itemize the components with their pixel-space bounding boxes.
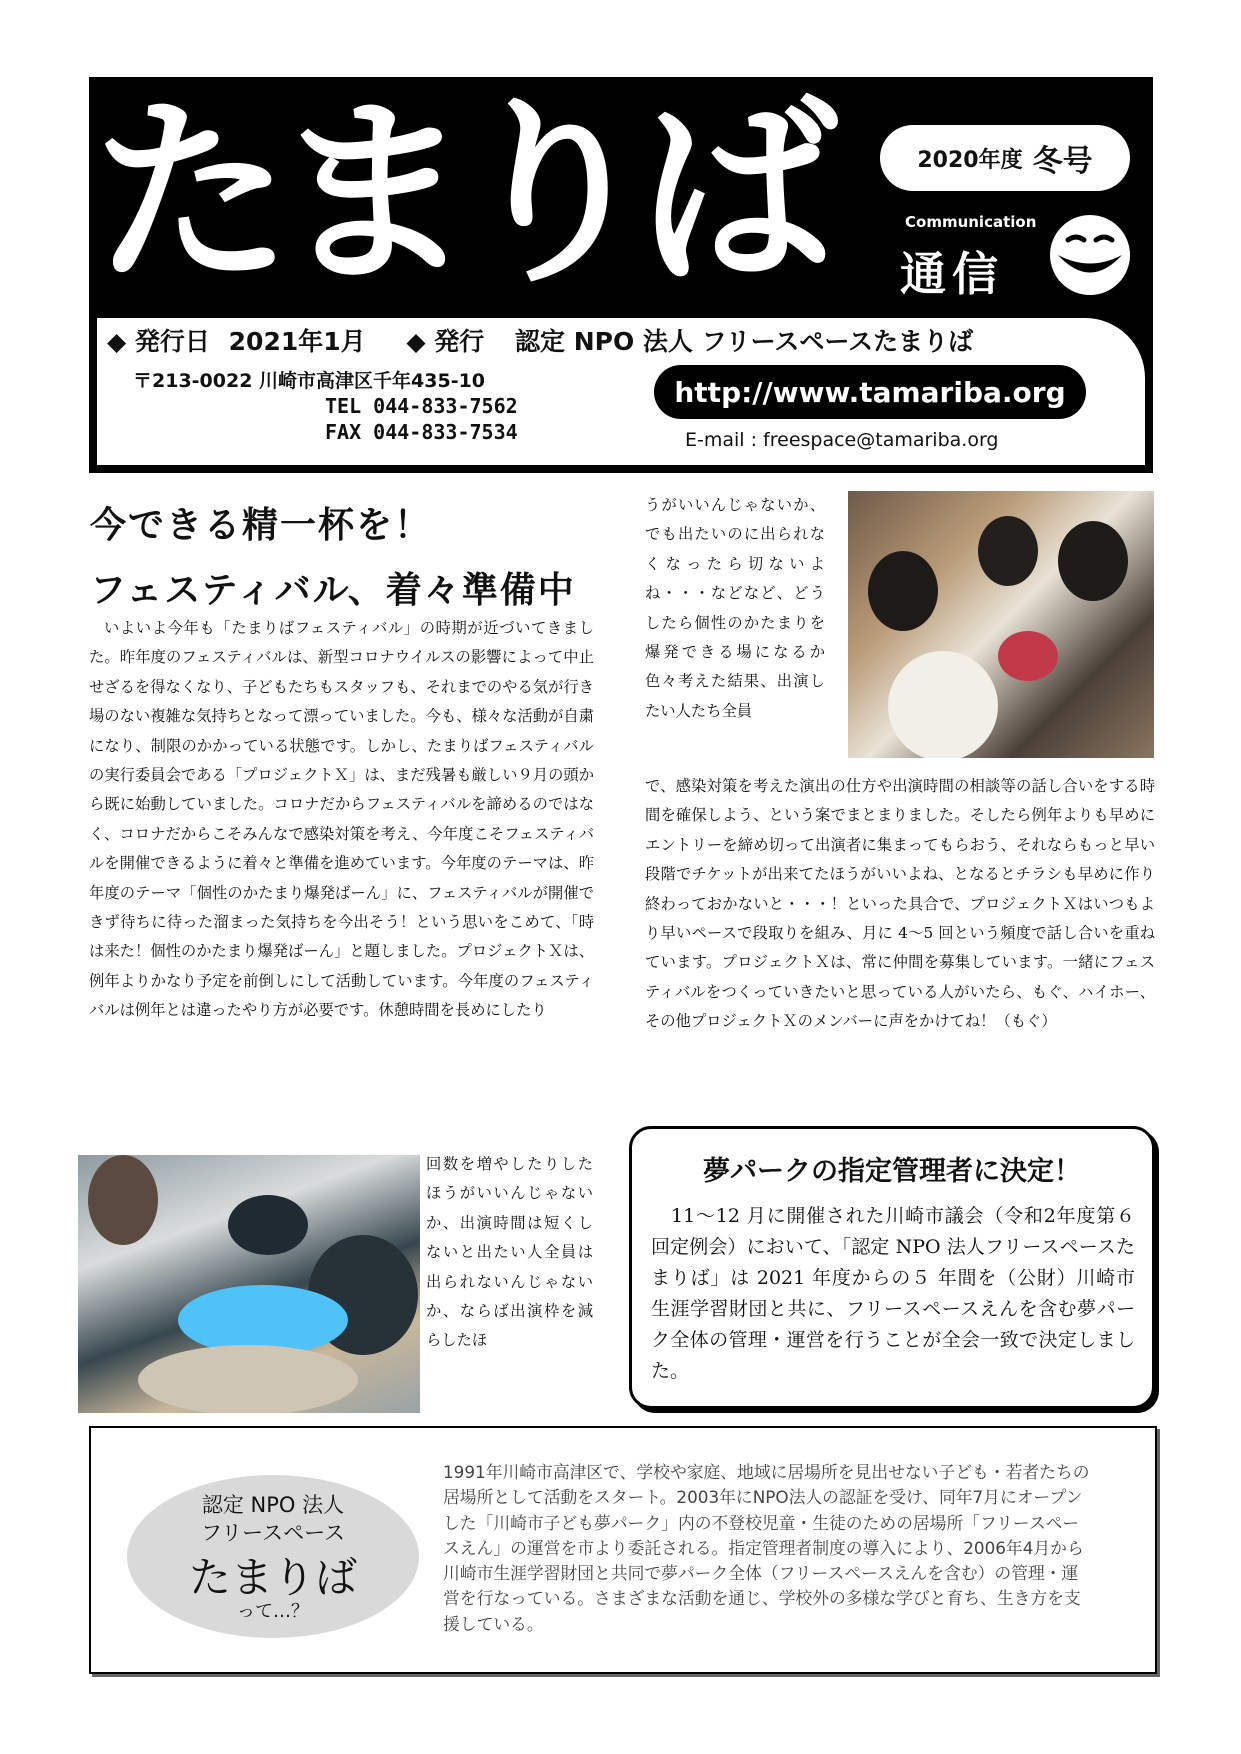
yume-park-body: 11〜12 月に開催された川崎市議会（令和2年度第６回定例会）において、「認定 NPO 法人フリースペースたまりば」は 2021 年度からの５ 年間を（公財）川崎市生涯学習財団と共に、フリースペースえんを含む夢パーク全体の管理・運営を行うことが全会一致で決定しました。	[651, 1205, 1135, 1382]
article-headline: 今できる精一杯を！	[90, 505, 433, 546]
publisher-label: ◆ 発行	[406, 327, 485, 356]
workshop-photo	[78, 1155, 420, 1413]
fax-number: FAX 044-833-7534	[325, 420, 518, 444]
about-label-question: って…？	[237, 1601, 309, 1622]
article-body-right-top: うがいいんじゃないか、でも出たいのに出られなくなったら切ないよね・・・などなど、どうしたら個性のかたまりを爆発できる場になるか色々考えた結果、出演したい人たち全員	[645, 496, 825, 720]
about-label-tamariba: たまりば	[188, 1553, 357, 1602]
article-subheadline: フェスティバル、着々準備中	[90, 570, 576, 611]
issue-date-label: ◆ 発行日	[107, 327, 210, 356]
season-badge	[880, 125, 1130, 191]
issue-date: 2021年1月	[228, 327, 366, 356]
about-label-freespace: フリースペース	[200, 1521, 346, 1545]
email-address[interactable]: E-mail : freespace@tamariba.org	[685, 429, 999, 451]
smile-logo-icon	[1040, 210, 1140, 300]
article-body-right-bottom: で、感染対策を考えた演出の仕方や出演時間の相談等の話し合いをする時間を確保しよう、という案でまとまりました。そしたら例年よりも早めにエントリーを締め切って出演者に集まってもらおう、それならもっと早い段階でチケットが出来てたほうがいいよね、となるとチラシも早めに作り終わっておかないと・・・！といった具合で、プロジェクトＸはいつもより早いペースで段取りを組み、月に 4〜5 回という頻度で話し合いを重ねています。プロジェクトＸは、常に仲間を募集しています。一緒にフェスティバルをつくっていきたいと思っている人がいたら、もぐ、ハイホー、その他プロジェクトＸのメンバーに声をかけてね！（もぐ）	[645, 777, 1155, 1031]
tsushin-label: 通信	[900, 247, 1004, 301]
communication-label: Communication	[905, 213, 1037, 231]
article-body-left-bottom: 回数を増やしたりしたほうがいいんじゃないか、出演時間は短くしないと出たい人全員は出られないんじゃないか、ならば出演枠を減らしたほ	[426, 1155, 593, 1350]
website-link[interactable]: http://www.tamariba.org	[654, 365, 1086, 419]
yume-park-title: 夢パークの指定管理者に決定！	[703, 1156, 1081, 1187]
newsletter-logo: たまりば	[92, 78, 821, 311]
postal-address: 〒213-0022 川崎市高津区千年435-10	[133, 370, 486, 392]
meeting-photo	[848, 491, 1154, 758]
issue-info-row	[107, 322, 983, 358]
season-year: 2020年度	[917, 147, 1023, 173]
phone-number: TEL 044-833-7562	[325, 394, 518, 418]
season-name: 冬号	[1032, 144, 1093, 179]
publisher-name: 認定 NPO 法人 フリースペースたまりば	[515, 327, 974, 356]
about-label-npo: 認定 NPO 法人	[201, 1493, 345, 1517]
article-body-left: いよいよ今年も「たまりばフェスティバル」の時期が近づいてきました。昨年度のフェスティバルは、新型コロナウイルスの影響によって中止せざるを得なくなり、子どもたちもスタッフも、それまでのやる気が行き場のない複雑な気持ちとなって漂っていました。今も、様々な活動が自粛になり、制限のかかっている状態です。しかし、たまりばフェスティバルの実行委員会である「プロジェクトＸ」は、まだ残暑も厳しい９月の頭から既に始動していました。コロナだからフェスティバルを諦めるのではなく、コロナだからこそみんなで感染対策を考え、今年度こそフェスティバルを開催できるように着々と準備を進めています。今年度のテーマは、昨年度のテーマ「個性のかたまり爆発ばーん」に、フェスティバルが開催できず待ちに待った溜まった気持ちを今出そう！という思いをこめて、「時は来た！個性のかたまり爆発ばーん」と題しました。プロジェクトＸは、例年よりかなり予定を前倒しにして活動しています。今年度のフェスティバルは例年とは違ったやり方が必要です。休憩時間を長めにしたり	[89, 619, 594, 1020]
about-description: 1991年川崎市高津区で、学校や家庭、地域に居場所を見出せない子ども・若者たちの居場所として活動をスタート。2003年にNPO法人の認証を受け、同年7月にオープンした「川崎市子ども夢パーク」内の不登校児童・生徒のための居場所「フリースペースえん」の運営を市より委託される。指定管理者制度の導入により、2006年4月から川崎市生涯学習財団と共同で夢パーク全体（フリースペースえんを含む）の管理・運営を行なっている。さまざまな活動を通じ、学校外の多様な学びと育ち、生き方を支援している。	[443, 1462, 1090, 1634]
